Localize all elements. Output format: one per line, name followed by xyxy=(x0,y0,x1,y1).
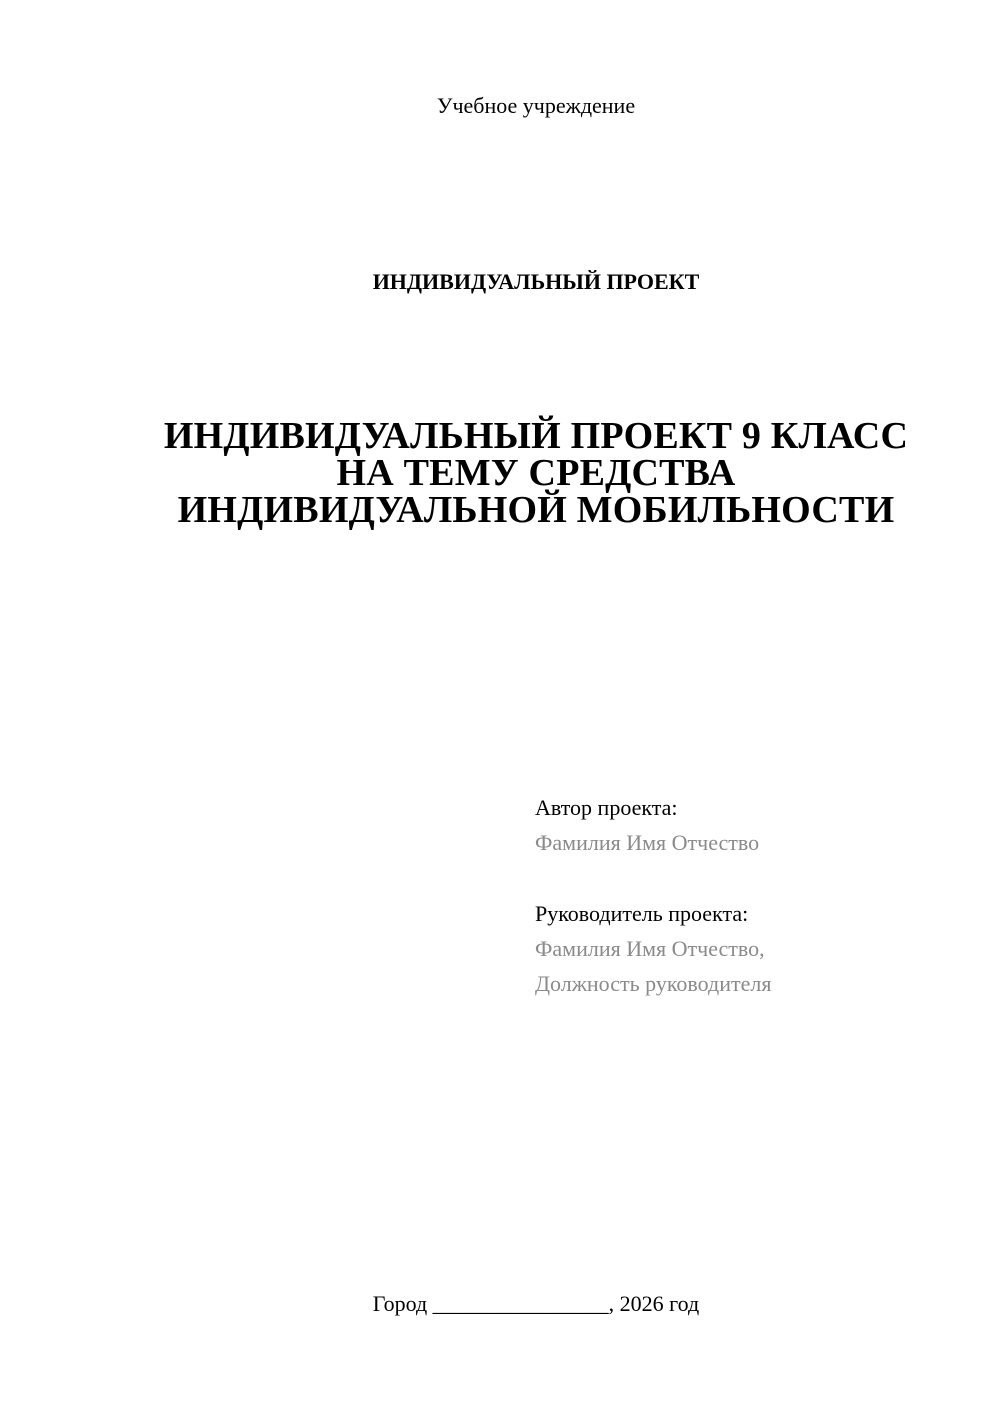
document-type: ИНДИВИДУАЛЬНЫЙ ПРОЕКТ xyxy=(372,269,700,294)
institution-name: Учебное учреждение xyxy=(436,93,636,118)
project-title xyxy=(100,415,972,531)
project-title-line: ИНДИВИДУАЛЬНОЙ МОБИЛЬНОСТИ xyxy=(177,489,895,531)
spacer xyxy=(535,860,975,896)
author-name: Фамилия Имя Отчество xyxy=(535,830,760,855)
author-label: Автор проекта: xyxy=(535,795,678,820)
project-people-block xyxy=(535,790,975,1001)
supervisor-label: Руководитель проекта: xyxy=(535,901,749,926)
city-year-line: Город ________________, 2026 год xyxy=(372,1291,700,1316)
project-title-line: НА ТЕМУ СРЕДСТВА xyxy=(336,452,736,494)
supervisor-name: Фамилия Имя Отчество, xyxy=(535,936,765,961)
supervisor-position: Должность руководителя xyxy=(535,971,772,996)
project-title-line: ИНДИВИДУАЛЬНЫЙ ПРОЕКТ 9 КЛАСС xyxy=(163,415,909,457)
